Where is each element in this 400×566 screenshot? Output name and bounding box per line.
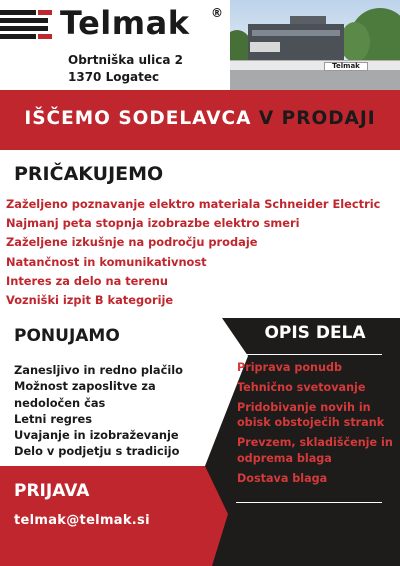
offer-title: PONUJAMO: [14, 326, 120, 346]
address-city: 1370 Logatec: [68, 70, 160, 84]
list-item: Možnost zaposlitve za: [14, 379, 156, 394]
list-item: nedoločen čas: [14, 395, 106, 410]
address-street: Obrtniška ulica 2: [68, 53, 184, 67]
list-item: Pridobivanje novih in obisk obstoječih strank: [237, 400, 385, 430]
headline-part2: V: [258, 108, 275, 129]
divider: [236, 502, 382, 503]
application-email-link[interactable]: telmak@telmak.si: [14, 513, 150, 528]
photo-sign: Telmak: [324, 62, 368, 71]
list-item: Uvajanje in izobraževanje: [14, 428, 179, 443]
headline: [0, 108, 400, 129]
job-description-title: OPIS DELA: [264, 323, 366, 343]
list-item: Interes za delo na terenu: [6, 273, 168, 288]
company-building-photo: [230, 0, 400, 90]
divider: [236, 354, 382, 355]
headline-part3: PRODAJI: [281, 108, 376, 129]
header: [0, 0, 400, 90]
brand-name: Telmak: [60, 4, 190, 42]
expectations-title: PRIČAKUJEMO: [14, 163, 164, 185]
list-item: Zaželjeno poznavanje elektro materiala Schneider Electric: [6, 197, 381, 211]
list-item: Zanesljivo in redno plačilo: [14, 363, 183, 377]
list-item: Prevzem, skladiščenje in odprema blaga: [237, 436, 393, 465]
list-item: Priprava ponudb: [237, 361, 343, 374]
headline-part1: IŠČEMO SODELAVCA: [24, 108, 252, 129]
registered-mark: ®: [211, 6, 223, 20]
list-item: Najmanj peta stopnja izobrazbe elektro smeri: [6, 216, 300, 231]
offer-list: [14, 362, 214, 460]
address: [68, 52, 183, 86]
list-item: Tehnično svetovanje: [237, 380, 366, 394]
list-item: Vozniški izpit B kategorije: [6, 293, 174, 308]
headline-band: [0, 90, 400, 150]
telmak-logo-icon: [0, 10, 54, 40]
list-item: Delo v podjetju s tradicijo: [14, 444, 180, 459]
expectations-list: [6, 195, 400, 310]
application-title: PRIJAVA: [14, 481, 90, 501]
job-description-list: [237, 360, 397, 491]
list-item: Dostava blaga: [237, 471, 328, 485]
list-item: Natančnost in komunikativnost: [6, 254, 207, 269]
list-item: Zaželjene izkušnje na področju prodaje: [6, 235, 258, 250]
list-item: Letni regres: [14, 411, 93, 426]
